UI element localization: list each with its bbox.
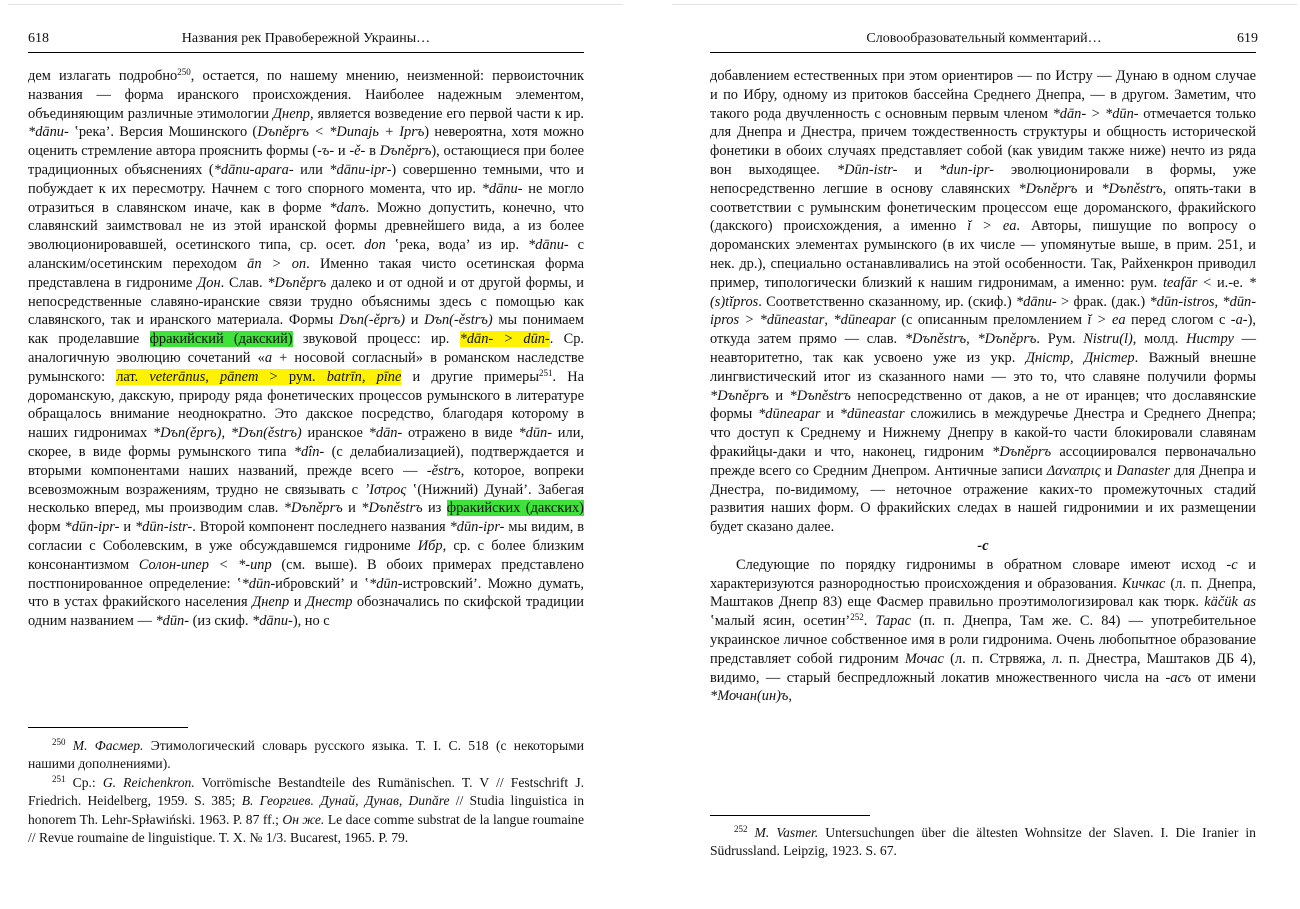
highlight-green: фракийский (дакский) bbox=[149, 331, 293, 348]
footnote-251: $^{251}$ Ср.: G. Reichenkron. Vorrömische Bestandteile des Rumänischen. T. V // Festschrift J. Friedrich. Heidelberg, 1959. S. 385; В. Георгиев. Дунай, Дунав, Dunăre // Studia linguistica in honorem Th. Lehr-Spławiński. 1963. P. 87 ff.; Он же. Le dace comme substrat de la langue roumaine // Revue roumaine de linguistique. T. X. № 1/3. Bucarest, 1965. P. 79. bbox=[28, 773, 585, 846]
page-number: 619 bbox=[1237, 31, 1258, 46]
right-body-text bbox=[710, 67, 1256, 706]
footnote-rule bbox=[28, 727, 188, 728]
footnote-ref[interactable]: 252 bbox=[850, 612, 864, 623]
right-footnotes bbox=[710, 824, 1256, 861]
section-heading: -с bbox=[977, 537, 989, 554]
right-page bbox=[670, 0, 1300, 909]
running-title: Названия рек Правобережной Украины… bbox=[181, 31, 431, 46]
footnote-ref[interactable]: 251 bbox=[538, 367, 553, 378]
left-running-header bbox=[28, 30, 584, 48]
paragraph: Следующие по порядку гидронимы в обратном словаре имеют исход -с и характеризуются разнородностью происхождения и образования. Кичкас (л. п. Днепра, Маштаков Днепр 83) еще Фасмер правильно проэтимологизировал как тюрк. käčük as ʽмалый ясин, осетин’$^{252}$. Тарас (п. п. Днепра, Там же. С. 84) — употребительное украинское личное собственное имя в роли гидронима. Очень любопытное образование представляет собой гидроним Мочас (л. п. Стрвяжа, л. п. Днестра, Маштаков ДБ 4), видимо, — старый беспредложный локатив множественного числа на -асъ от имени *Мочан(ин)ъ, bbox=[710, 556, 1257, 705]
footnote-252: $^{252}$ M. Vasmer. Untersuchungen über die ältesten Wohnsitze der Slaven. I. Die Iranier in Südrussland. Leipzig, 1923. S. 67. bbox=[710, 824, 1256, 859]
running-title: Словообразовательный комментарий… bbox=[866, 31, 1102, 46]
footnote-250: $^{250}$ М. Фасмер. Этимологический словарь русского языка. Т. I. С. 518 (с некоторыми нашими дополнениями). bbox=[28, 737, 584, 772]
paragraph: дем излагать подробно$^{250}$, остается, по нашему мнению, неизменной: первоисточник названия — форма иранского происхождения. Наиболее надежным элементом, объединяющим различные этимологии Днепр, является возведение его первой части к ир. *dānu- ʽрека’. Версия Мошинского (Dъněprъ < *Dunajь + Iprъ) невероятна, хотя можно оценить стремление автора прояснить формы (-ъ- и -ě- в Dъněprъ), остающиеся при более традиционных объяснениях (*dānu-apara- или *dānu-ipr-) совершенно темными, что и побуждает к их пересмотру. Начнем с того спорного момента, что ир. *dānu- не могло отразиться в славянском иначе, как в форме *danъ. Можно допустить, конечно, что славянский заимствовал не из этой иранской формы древнейшего вида, а из более эволюционировавшей, осетинского типа, ср. осет. don ʽрека, вода’ из ир. *dānu- с аланским/осетинским переходом ān > on. Именно такая чисто осетинская форма представлена в гидрониме Дон. Слав. *Dъněprъ далеко и от одной и от другой формы, и непосредственные славяно-иранские связи трудно объяснимы здесь с помощью как славянского, так и иранского материала. Формы Dъn(-ěprъ) и Dъn(-ěstrъ) мы понимаем как проделавшие фракийский (дакский) звуковой процесс: ир. *dān- > dūn-. Ср. аналогичную эволюцию сочетаний «a + носовой согласный» в романском наследстве румынского: лат. veterānus, pānem > рум. batrīn, pīne и другие примеры$^{251}$. На дороманскую, дакскую, природу ряда фонетических процессов румынского в литературе обращалось внимание неоднократно. Это дакское посредство, благодаря которому в наших гидронимах *Dъn(ěprъ), *Dъn(ěstrъ) иранское *dān- отражено в виде *dūn- или, скорее, в виде формы румынского типа *dîn- (с делабиализацией), подтверждается и вторыми компонентами наших названий, прежде всего — -ěstrъ, которое, вопреки всевозможным возражениям, трудно не связывать с ʼΙστρος ʽ(Нижний) Дунай’. Забегая несколько вперед, мы производим слав. *Dъněprъ и *Dъněstrъ из фракийских (дакских) форм *dūn-ipr- и *dūn-istr-. Второй компонент последнего названия *dūn-ipr- мы видим, в согласии с Соболевским, в уже обсуждавшемся гидрониме Ибр, ср. с более близким консонантизмом Солон-ипер < *-ипр (см. выше). В обоих примерах представлено постпонированное определение: ʽ*dūn-ибровский’ и ʽ*dūn-истровский’. Можно думать, что в устах фракийского населения Днепр и Днестр обозначались по скифской традиции одним названием — *dūn- (из скиф. *dānu-), но с bbox=[28, 67, 585, 630]
page-number: 618 bbox=[28, 31, 49, 46]
highlight-yellow: *dān- > dūn- bbox=[459, 331, 550, 348]
left-footnotes bbox=[28, 737, 584, 847]
highlight-green: фракийских (дакских) bbox=[446, 500, 584, 517]
left-body-text bbox=[28, 67, 584, 631]
header-rule bbox=[710, 52, 1256, 53]
footnote-ref[interactable]: 250 bbox=[177, 67, 191, 77]
scan-top-edge bbox=[8, 4, 623, 5]
header-rule bbox=[28, 52, 584, 53]
scan-top-edge bbox=[672, 4, 1297, 5]
highlight-yellow: лат. veterānus, pānem > рум. batrīn, pīne bbox=[116, 368, 402, 385]
paragraph: добавлением естественных при этом ориентиров — по Истру — Дунаю в одном случае и по Ибру, одному из притоков бассейна Среднего Днепра, — в другом. Заметим, что такого рода двучленность с основным первым членом *dān- > *dūn- отмечается только для Днепра и Днестра, причем тождественность структуры и общность исторической фонетики в обоих случаях представляет собой (как увидим также ниже) нечто из ряда вон выходящее. *Dūn-istr- и *dun-ipr- эволюционировали в формы, уже непосредственно легшие в основу славянских *Dъněprъ и *Dъněstrъ, опять-таки в соответствии с румынским фонетическим процессом еще дороманского, фракийского (дакского) происхождения, а именно ĭ > ea. Авторы, пишущие по вопросу о дороманских элементах румынского (в их числе — упомянутые выше, в прим. 251, и нек. др.), специально останавливались на этой особенности. Так, Райхенкрон приводил пример, типологически близкий к нашим гидронимам, а именно: рум. teafăr < и.-е. *(s)tĭpros. Соответственно сказанному, ир. (скиф.) *dānu- > фрак. (дак.) *dūn-istros, *dūn-ipros > *dūneastar, *dūneapar (с описанным преломлением ĭ > ea перед слогом с -a-), откуда затем прямо — слав. *Dъněstrъ, *Dъněprъ. Рум. Nistru(l), молд. Нистру — неавторитетно, так как усвоено уже из укр. Дністр, Днiстер. Важный внешне лингвистический итог из сказанного нами — это то, что славяне получили формы *Dъněprъ и *Dъněstrъ непосредственно от даков, а не от иранцев; что дославянские формы *dūneapar и *dūneastar сложились в междуречье Днестра и Среднего Днепра; что доступ к Среднему и Нижнему Днепру в какой-то части блокировали славянам фракийцы-даки и что, наконец, гидроним *Dъněprъ ассоциировался первоначально прежде всего со Средним Днепром. Античные записи Δαναπρις и Danaster для Днепра и Днестра, по-видимому, — неточное отражение каких-то промежуточных стадий развития наших форм. О фракийских следах в нашей гидронимии и их размещении будет сказано далее. bbox=[710, 68, 1257, 536]
footnote-rule bbox=[710, 815, 870, 816]
left-page bbox=[0, 0, 628, 909]
right-running-header bbox=[710, 30, 1258, 48]
